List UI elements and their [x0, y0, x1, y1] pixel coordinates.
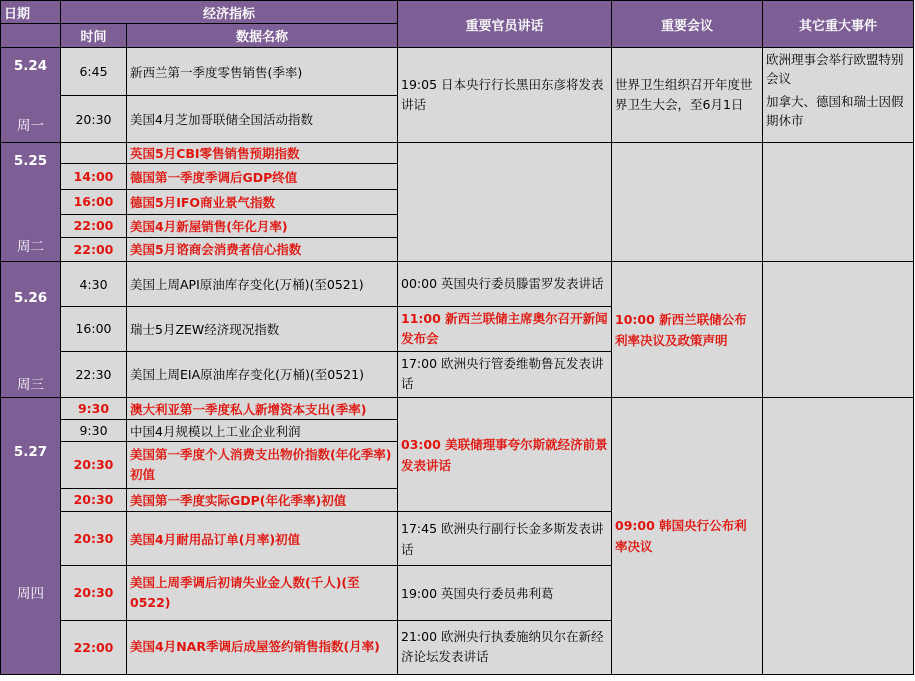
indicator-time: 9:30	[61, 420, 127, 441]
indicator-time: 22:00	[61, 620, 127, 674]
indicator-time: 20:30	[61, 512, 127, 566]
indicator-time: 16:00	[61, 190, 127, 214]
indicator-time: 4:30	[61, 262, 127, 307]
speech-cell: 21:00 欧洲央行执委施纳贝尔在新经济论坛发表讲话	[398, 620, 612, 674]
header-other: 其它重大事件	[763, 1, 914, 48]
indicator-name: 新西兰第一季度零售销售(季率)	[127, 48, 398, 96]
indicator-time: 20:30	[61, 441, 127, 488]
other-events-cell	[763, 48, 914, 143]
weekday-label: 周四	[17, 586, 44, 602]
indicator-time: 6:45	[61, 48, 127, 96]
indicator-name: 美国上周季调后初请失业金人数(千人)(至0522)	[127, 566, 398, 621]
date-cell	[1, 398, 61, 675]
indicator-name: 澳大利亚第一季度私人新增资本支出(季率)	[127, 398, 398, 420]
weekday-label: 周一	[17, 118, 44, 134]
meeting-cell: 09:00 韩国央行公布利率决议	[612, 398, 763, 675]
indicator-name: 中国4月规模以上工业企业利润	[127, 420, 398, 441]
header-speeches: 重要官员讲话	[398, 1, 612, 48]
indicator-name: 美国4月芝加哥联储全国活动指数	[127, 96, 398, 143]
indicator-name: 德国第一季度季调后GDP终值	[127, 164, 398, 190]
other-event: 加拿大、德国和瑞士因假期休市	[766, 94, 904, 128]
indicator-name: 美国4月新屋销售(年化月率)	[127, 214, 398, 237]
weekday-label: 周二	[17, 239, 44, 255]
speech-cell: 11:00 新西兰联储主席奥尔召开新闻发布会	[398, 307, 612, 351]
header-econ-group: 经济指标	[61, 1, 398, 24]
header-date-blank	[1, 24, 61, 48]
date-cell	[1, 48, 61, 143]
meeting-cell	[612, 143, 763, 262]
speech-cell	[398, 143, 612, 262]
table-row	[1, 262, 914, 307]
date-label: 5.25	[13, 153, 48, 169]
indicator-name: 美国5月谘商会消费者信心指数	[127, 237, 398, 261]
date-cell	[1, 262, 61, 398]
indicator-name: 美国第一季度个人消费支出物价指数(年化季率)初值	[127, 441, 398, 488]
other-event: 欧洲理事会举行欧盟特别会议	[766, 52, 904, 86]
indicator-time	[61, 143, 127, 164]
speech-cell: 03:00 美联储理事夸尔斯就经济前景发表讲话	[398, 398, 612, 512]
other-events-cell	[763, 398, 914, 675]
indicator-time: 16:00	[61, 307, 127, 351]
indicator-time: 22:30	[61, 351, 127, 397]
table-row	[1, 48, 914, 96]
indicator-time: 14:00	[61, 164, 127, 190]
header-time: 时间	[61, 24, 127, 48]
indicator-time: 9:30	[61, 398, 127, 420]
header-date: 日期	[1, 1, 61, 24]
indicator-time: 20:30	[61, 566, 127, 621]
indicator-time: 20:30	[61, 488, 127, 511]
indicator-name: 美国上周API原油库存变化(万桶)(至0521)	[127, 262, 398, 307]
speech-cell: 17:45 欧洲央行副行长金多斯发表讲话	[398, 512, 612, 566]
date-label: 5.27	[13, 444, 48, 460]
meeting-cell: 世界卫生组织召开年度世界卫生大会，至6月1日	[612, 48, 763, 143]
header-data-name: 数据名称	[127, 24, 398, 48]
other-events-cell	[763, 143, 914, 262]
speech-cell: 19:00 英国央行委员弗利葛	[398, 566, 612, 621]
indicator-name: 美国4月NAR季调后成屋签约销售指数(月率)	[127, 620, 398, 674]
meeting-cell: 10:00 新西兰联储公布利率决议及政策声明	[612, 262, 763, 398]
date-label: 5.24	[13, 58, 48, 74]
speech-cell: 19:05 日本央行行长黑田东彦将发表讲话	[398, 48, 612, 143]
indicator-name: 美国4月耐用品订单(月率)初值	[127, 512, 398, 566]
table-row	[1, 143, 914, 164]
speech-cell: 00:00 英国央行委员滕雷罗发表讲话	[398, 262, 612, 307]
weekday-label: 周三	[17, 377, 44, 393]
speech-cell: 17:00 欧洲央行管委维勒鲁瓦发表讲话	[398, 351, 612, 397]
indicator-name: 德国5月IFO商业景气指数	[127, 190, 398, 214]
header-meetings: 重要会议	[612, 1, 763, 48]
indicator-name: 美国上周EIA原油库存变化(万桶)(至0521)	[127, 351, 398, 397]
date-label: 5.26	[13, 290, 48, 306]
indicator-name: 瑞士5月ZEW经济现况指数	[127, 307, 398, 351]
indicator-name: 美国第一季度实际GDP(年化季率)初值	[127, 488, 398, 511]
date-cell	[1, 143, 61, 262]
indicator-name: 英国5月CBI零售销售预期指数	[127, 143, 398, 164]
indicator-time: 20:30	[61, 96, 127, 143]
indicator-time: 22:00	[61, 214, 127, 237]
indicator-time: 22:00	[61, 237, 127, 261]
table-row	[1, 398, 914, 420]
other-events-cell	[763, 262, 914, 398]
